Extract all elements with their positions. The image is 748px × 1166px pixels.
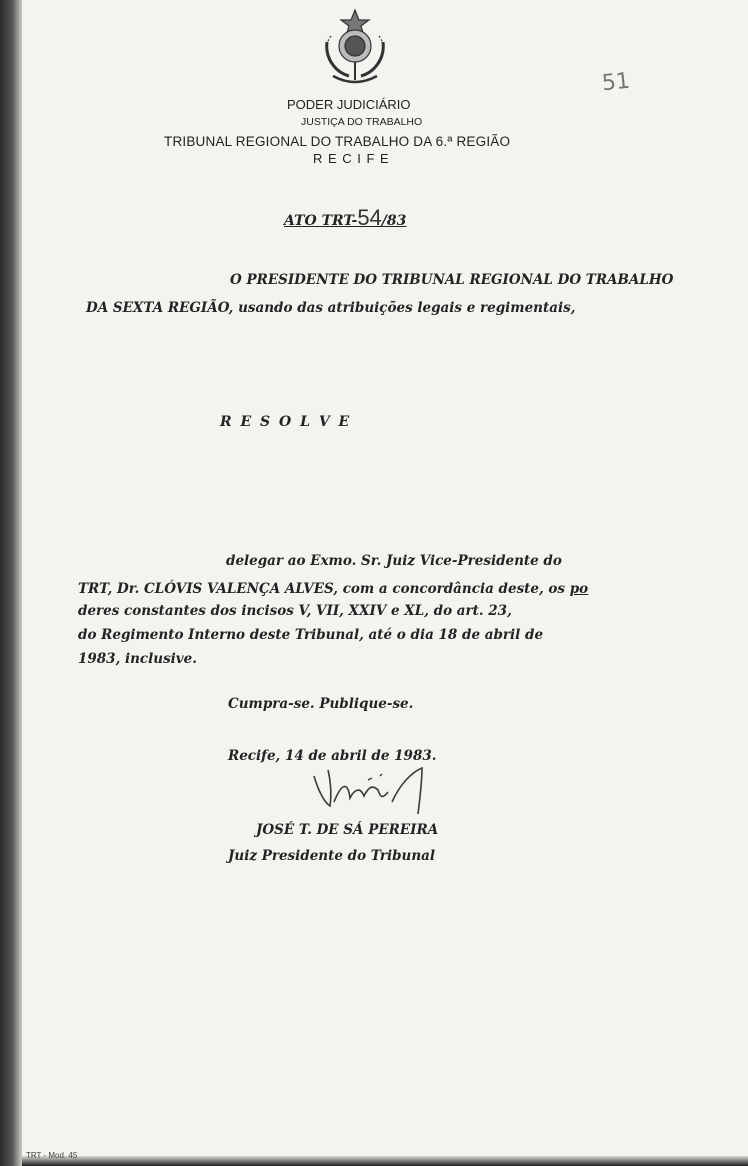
header-city: R E C I F E bbox=[313, 151, 390, 166]
coat-of-arms-emblem bbox=[313, 6, 397, 92]
signatory-title: Juiz Presidente do Tribunal bbox=[228, 847, 436, 864]
page-bottom-edge bbox=[22, 1156, 748, 1166]
resolve-heading: R E S O L V E bbox=[220, 414, 352, 430]
place-and-date: Recife, 14 de abril de 1983. bbox=[228, 747, 437, 764]
act-number-handwritten: 54 bbox=[357, 205, 382, 230]
body-line-3: deres constantes dos incisos V, VII, XXIV e XL, do art. 23, bbox=[78, 602, 512, 619]
margin-handwritten-note: 51 bbox=[600, 68, 632, 97]
body-line-4: do Regimento Interno deste Tribunal, até o dia 18 de abril de bbox=[78, 626, 544, 643]
signatory-name: JOSÉ T. DE SÁ PEREIRA bbox=[256, 821, 439, 838]
preamble-line-1: O PRESIDENTE DO TRIBUNAL REGIONAL DO TRABALHO bbox=[230, 271, 674, 288]
body-line-2 bbox=[78, 581, 588, 597]
book-binding-shadow bbox=[0, 0, 22, 1166]
body-line-5: 1983, inclusive. bbox=[78, 650, 197, 667]
closing-formula: Cumpra-se. Publique-se. bbox=[228, 695, 414, 712]
preamble-line-2: DA SEXTA REGIÃO, usando das atribuições legais e regimentais, bbox=[86, 299, 576, 316]
act-title bbox=[284, 205, 406, 231]
body-line-2-hyphen-part: po bbox=[569, 580, 589, 597]
handwritten-signature bbox=[308, 762, 438, 822]
footer-form-code: TRT - Mod. 45 bbox=[26, 1151, 78, 1160]
header-court: TRIBUNAL REGIONAL DO TRABALHO DA 6.ª REGIÃO bbox=[164, 134, 511, 149]
act-year-suffix: /83 bbox=[381, 213, 407, 229]
body-line-1: delegar ao Exmo. Sr. Juiz Vice-Presidente do bbox=[226, 552, 562, 569]
header-branch: JUSTIÇA DO TRABALHO bbox=[301, 116, 423, 128]
header-institution: PODER JUDICIÁRIO bbox=[287, 97, 411, 112]
body-line-2-text: TRT, Dr. CLÓVIS VALENÇA ALVES, com a concordância deste, os bbox=[78, 580, 570, 597]
act-prefix: ATO TRT- bbox=[284, 213, 358, 229]
